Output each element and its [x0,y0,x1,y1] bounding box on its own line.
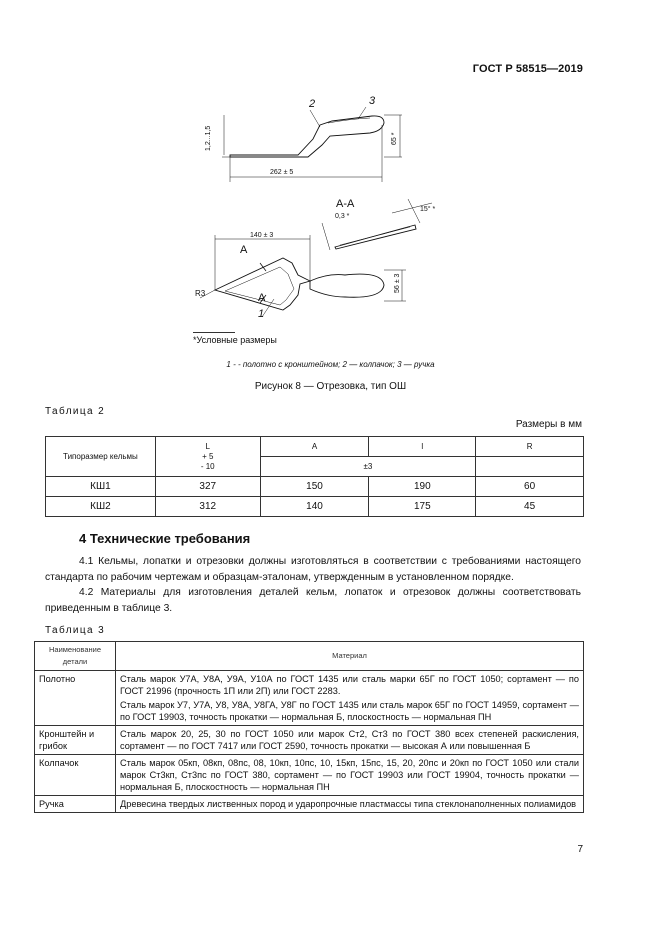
cut-mark-bottom: А [258,292,266,304]
section-title: 4 Технические требования [79,531,251,546]
figure-caption: Рисунок 8 — Отрезовка, тип ОШ [254,381,407,392]
header-L: L + 5 - 10 [155,437,260,477]
table2-label: Таблица 2 [45,406,106,417]
figure-footnote: *Условные размеры [193,335,277,345]
section-label: А-А [336,198,355,210]
table3-label: Таблица 3 [45,625,106,636]
header-part-name: Наименование детали [35,642,116,671]
page-number: 7 [577,844,583,855]
side-view-outline [230,116,384,157]
footnote-rule [193,332,235,333]
dim-thickness-label: 1,2...1,5 [205,125,212,151]
callout-2: 2 [309,98,316,110]
table2-units: Размеры в мм [515,419,582,430]
callout-1: 1 [258,308,265,320]
header-material: Материал [116,642,584,671]
plan-height-label: 56 ± 3 [394,273,401,293]
table-2 [45,436,584,517]
header-size: Типоразмер кельмы [46,437,156,477]
cut-mark-top: А [240,244,248,256]
header-l: l [369,437,476,457]
table-row: Полотно Сталь марок У7А, У8А, У9А, У10А по ГОСТ 1435 или сталь марки 65Г по ГОСТ 1050; сортамент — по ГОСТ 21996 (прочность 1П или 2П) или ГОСТ 2283. Сталь марок У7, У7А, У8, У8А, У8ГА, У8Г по ГОСТ 1435 или сталь марок 65Г по ГОСТ 14959, сортамент — по ГОСТ 19903, точность прокатки — нормальная Б, плоскостность — нормальная ПН [35,671,584,726]
table-row: Ручка Древесина твердых лиственных пород и ударопрочные пластмассы типа стеклонаполненных полиамидов [35,796,584,813]
header-A: A [260,437,369,457]
table-row: Кронштейн и грибок Сталь марок 20, 25, 30 по ГОСТ 1050 или марок Ст2, Ст3 по ГОСТ 380 всех степеней раскисления, сортамент — по ГОСТ 7417 или ГОСТ 2590, точность прокатки — высокая А или повышенная Б [35,726,584,755]
table-3 [34,641,584,813]
paragraph-4-1: 4.1 Кельмы, лопатки и отрезовки должны изготовляться в соответствии с требованиями настоящего стандарта по рабочим чертежам и образцам-эталонам, утвержденным в установленном порядке. [45,556,581,583]
figure-legend: 1 - - полотно с кронштейном; 2 — колпачок; 3 — ручка [226,360,435,369]
table-row: Колпачок Сталь марок 05кп, 08кп, 08пс, 08, 10кп, 10пс, 10, 15кп, 15пс, 15, 20, 20пс и 20кп по ГОСТ 1050 или стали марок Ст3кп, Ст3пс по ГОСТ 380, сортамент — по ГОСТ 19903 или ГОСТ 19904, точность прокатки — нормальная Б, плоскостность — нормальная ПН [35,755,584,796]
header-tolerance: ±3 [260,457,476,477]
paragraph-4-2: 4.2 Материалы для изготовления деталей кельм, лопаток и отрезовок должны соответствовать приведенным в таблице 3. [45,587,581,614]
plan-view-handle [310,274,384,297]
document-header: ГОСТ Р 58515—2019 [472,63,583,75]
dim-length-label: 262 ± 5 [270,169,294,176]
table-row: КШ1 327 150 190 60 [46,477,584,497]
radius-label: R3 [195,289,206,298]
dim-height-label: 65 * [391,132,398,145]
section-thickness-label: 0,3 * [335,213,350,220]
header-R: R [476,437,584,457]
callout-3: 3 [369,95,376,107]
section-angle-label: 15° * [420,206,436,213]
table-row: КШ2 312 140 175 45 [46,497,584,517]
plan-length-label: 140 ± 3 [250,232,274,239]
trowel-drawing [170,85,470,355]
